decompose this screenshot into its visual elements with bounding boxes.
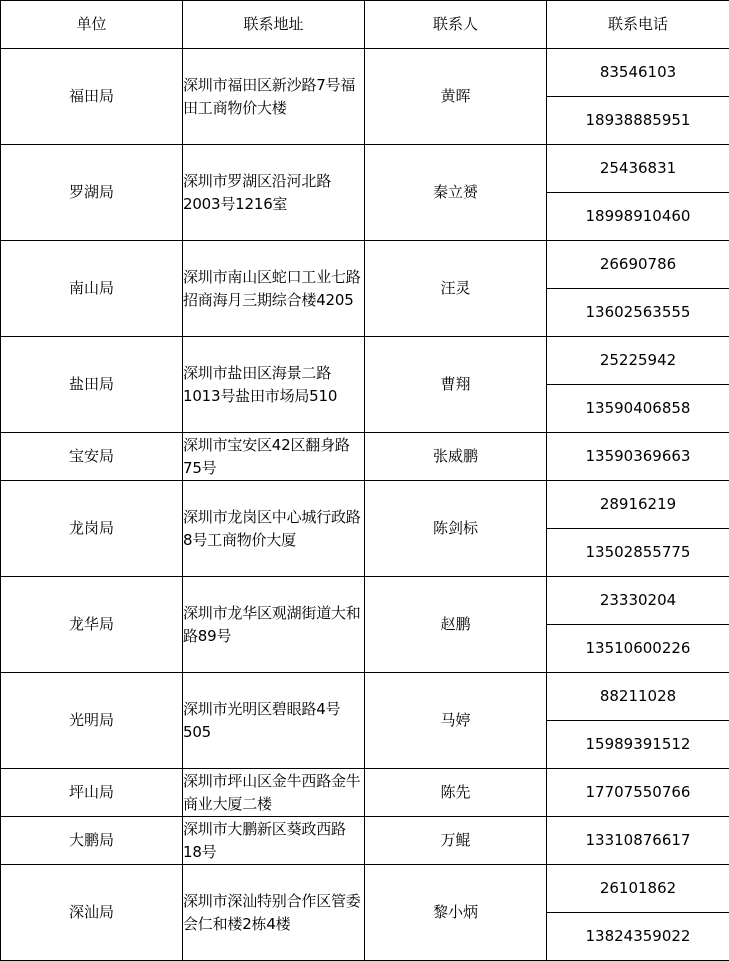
table-row <box>1 817 729 865</box>
cell-address: 深圳市龙华区观湖街道大和路89号 <box>183 577 365 673</box>
cell-unit: 罗湖局 <box>1 145 183 241</box>
cell-unit: 南山局 <box>1 241 183 337</box>
cell-phone: 13310876617 <box>547 817 729 865</box>
cell-address: 深圳市大鹏新区葵政西路18号 <box>183 817 365 865</box>
cell-phone: 18998910460 <box>547 193 729 241</box>
table-row <box>1 241 729 289</box>
cell-contact: 黎小炳 <box>365 865 547 961</box>
cell-address: 深圳市盐田区海景二路1013号盐田市场局510 <box>183 337 365 433</box>
table-row <box>1 673 729 721</box>
cell-contact: 陈剑标 <box>365 481 547 577</box>
cell-contact: 陈先 <box>365 769 547 817</box>
cell-contact: 万鲲 <box>365 817 547 865</box>
cell-phone: 28916219 <box>547 481 729 529</box>
cell-phone: 25436831 <box>547 145 729 193</box>
cell-contact: 张威鹏 <box>365 433 547 481</box>
cell-phone: 13590406858 <box>547 385 729 433</box>
table-row <box>1 481 729 529</box>
cell-unit: 大鹏局 <box>1 817 183 865</box>
cell-phone: 83546103 <box>547 49 729 97</box>
table-body <box>1 49 729 961</box>
table-row <box>1 337 729 385</box>
header-phone: 联系电话 <box>547 1 729 49</box>
cell-contact: 曹翔 <box>365 337 547 433</box>
cell-address: 深圳市深汕特别合作区管委会仁和楼2栋4楼 <box>183 865 365 961</box>
cell-phone: 26101862 <box>547 865 729 913</box>
cell-phone: 13502855775 <box>547 529 729 577</box>
cell-phone: 23330204 <box>547 577 729 625</box>
header-address: 联系地址 <box>183 1 365 49</box>
cell-phone: 15989391512 <box>547 721 729 769</box>
cell-phone: 13602563555 <box>547 289 729 337</box>
header-contact: 联系人 <box>365 1 547 49</box>
table-row <box>1 865 729 913</box>
cell-address: 深圳市光明区碧眼路4号505 <box>183 673 365 769</box>
cell-address: 深圳市罗湖区沿河北路2003号1216室 <box>183 145 365 241</box>
header-unit: 单位 <box>1 1 183 49</box>
cell-unit: 盐田局 <box>1 337 183 433</box>
cell-unit: 福田局 <box>1 49 183 145</box>
table-row <box>1 769 729 817</box>
table-row <box>1 49 729 97</box>
cell-unit: 龙华局 <box>1 577 183 673</box>
cell-phone: 13824359022 <box>547 913 729 961</box>
table-row <box>1 433 729 481</box>
cell-phone: 18938885951 <box>547 97 729 145</box>
cell-address: 深圳市坪山区金牛西路金牛商业大厦二楼 <box>183 769 365 817</box>
header-row <box>1 1 729 49</box>
cell-address: 深圳市南山区蛇口工业七路招商海月三期综合楼4205 <box>183 241 365 337</box>
cell-contact: 马婷 <box>365 673 547 769</box>
cell-address: 深圳市福田区新沙路7号福田工商物价大楼 <box>183 49 365 145</box>
cell-contact: 赵鹏 <box>365 577 547 673</box>
cell-phone: 26690786 <box>547 241 729 289</box>
cell-contact: 黄晖 <box>365 49 547 145</box>
cell-phone: 13510600226 <box>547 625 729 673</box>
cell-phone: 17707550766 <box>547 769 729 817</box>
table-row <box>1 577 729 625</box>
cell-unit: 深汕局 <box>1 865 183 961</box>
cell-unit: 坪山局 <box>1 769 183 817</box>
cell-unit: 光明局 <box>1 673 183 769</box>
cell-unit: 龙岗局 <box>1 481 183 577</box>
cell-address: 深圳市龙岗区中心城行政路8号工商物价大厦 <box>183 481 365 577</box>
cell-phone: 13590369663 <box>547 433 729 481</box>
table-row <box>1 145 729 193</box>
cell-phone: 88211028 <box>547 673 729 721</box>
cell-phone: 25225942 <box>547 337 729 385</box>
cell-address: 深圳市宝安区42区翻身路75号 <box>183 433 365 481</box>
cell-contact: 汪灵 <box>365 241 547 337</box>
cell-contact: 秦立赟 <box>365 145 547 241</box>
cell-unit: 宝安局 <box>1 433 183 481</box>
